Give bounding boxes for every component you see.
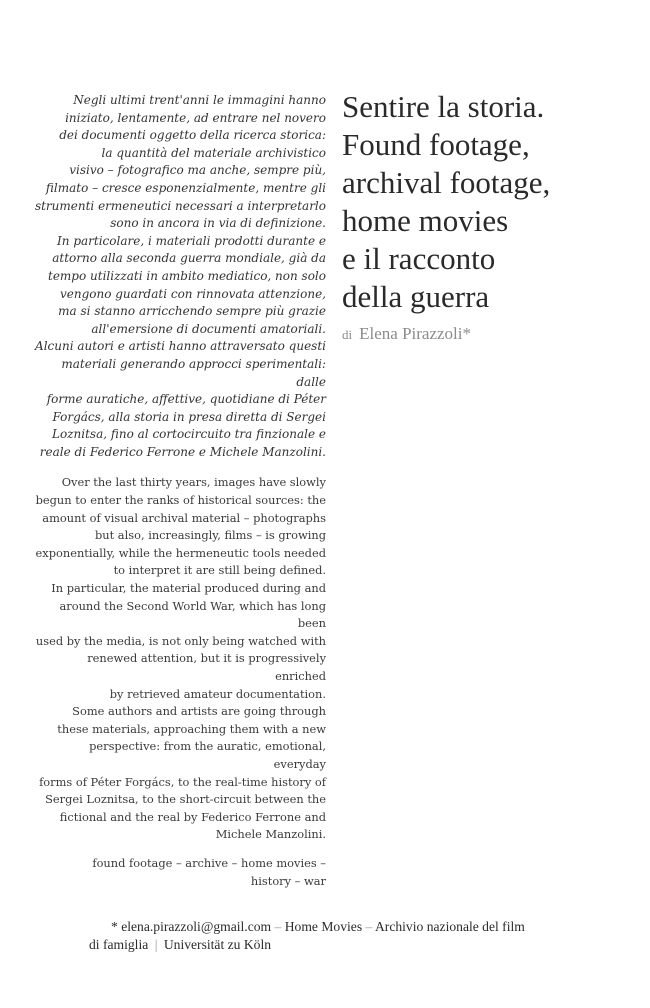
abstract-it-line: visivo – fotografico ma anche, sempre più, bbox=[69, 163, 326, 178]
abstract-it-line: Alcuni autori e artisti hanno attraversato questi bbox=[35, 339, 326, 354]
footnote-line-2 bbox=[89, 936, 609, 954]
keywords-line: history – war bbox=[250, 873, 326, 888]
title-line: Sentire la storia. bbox=[342, 89, 545, 124]
abstract-it-line: forme auratiche, affettive, quotidiane di Péter bbox=[46, 392, 326, 407]
title-line: home movies bbox=[342, 203, 509, 238]
abstract-en-line: around the Second World War, which has long been bbox=[59, 598, 326, 631]
abstract-column bbox=[34, 92, 326, 890]
abstract-en-line: but also, increasingly, films – is growing bbox=[94, 528, 326, 543]
affiliation-archive-cont: di famiglia bbox=[89, 937, 149, 952]
abstract-en-line: Sergei Loznitsa, to the short-circuit between the bbox=[45, 792, 326, 807]
abstract-en-line: begun to enter the ranks of historical sources: the bbox=[35, 493, 326, 508]
abstract-it-line: all'emersione di documenti amatoriali. bbox=[91, 321, 326, 336]
abstract-en-line: Some authors and artists are going through bbox=[72, 704, 326, 719]
abstract-it-line: Negli ultimi trent'anni le immagini hanno bbox=[73, 93, 326, 107]
abstract-en-line: forms of Péter Forgács, to the real-time history of bbox=[39, 774, 326, 789]
abstract-en-line: fictional and the real by Federico Ferrone and bbox=[59, 809, 326, 824]
abstract-it-line: In particolare, i materiali prodotti durante e bbox=[57, 233, 326, 248]
author-name: Elena Pirazzoli* bbox=[359, 324, 471, 343]
title-line: e il racconto bbox=[342, 241, 496, 276]
abstract-italian bbox=[34, 92, 326, 461]
byline-prefix: di bbox=[342, 327, 353, 342]
abstract-english bbox=[34, 474, 326, 843]
footnote-dash: – bbox=[365, 919, 373, 934]
byline bbox=[342, 324, 642, 344]
affiliation-home-movies: Home Movies bbox=[284, 919, 363, 934]
title-line: della guerra bbox=[342, 279, 490, 314]
abstract-it-line: sono in ancora in via di definizione. bbox=[110, 216, 326, 231]
footnote-separator: | bbox=[154, 937, 158, 952]
author-footnote bbox=[89, 918, 609, 954]
abstract-it-line: vengono guardati con rinnovata attenzione, bbox=[59, 286, 326, 301]
abstract-it-line: attorno alla seconda guerra mondiale, già da bbox=[52, 251, 326, 266]
abstract-it-line: tempo utilizzati in ambito mediatico, non solo bbox=[48, 268, 326, 283]
abstract-it-line: strumenti ermeneutici necessari a interpretarlo bbox=[34, 198, 326, 213]
abstract-it-line: iniziato, lentamente, ad entrare nel novero bbox=[65, 110, 326, 125]
abstract-it-line: Loznitsa, fino al cortocircuito tra finzionale e bbox=[52, 427, 326, 442]
abstract-it-line: ma si stanno arricchendo sempre più grazie bbox=[58, 304, 326, 319]
abstract-en-line: perspective: from the auratic, emotional, everyday bbox=[89, 739, 326, 771]
abstract-it-line: Forgács, alla storia in presa diretta di Sergei bbox=[52, 409, 326, 424]
abstract-en-line: amount of visual archival material – photographs bbox=[42, 510, 326, 525]
abstract-it-line: materiali generando approcci sperimentali: dalle bbox=[61, 356, 326, 389]
abstract-en-line: In particular, the material produced during and bbox=[51, 581, 326, 596]
title-line: archival footage, bbox=[342, 165, 551, 200]
abstract-en-line: renewed attention, but it is progressively enriched bbox=[87, 651, 326, 683]
keywords bbox=[34, 855, 326, 890]
abstract-it-line: dei documenti oggetto della ricerca storica: bbox=[59, 128, 326, 143]
abstract-en-line: Over the last thirty years, images have slowly bbox=[61, 475, 326, 490]
footnote-line-1 bbox=[89, 918, 609, 936]
abstract-it-line: filmato – cresce esponenzialmente, mentre gli bbox=[45, 180, 326, 195]
abstract-it-line: reale di Federico Ferrone e Michele Manzolini. bbox=[39, 444, 326, 459]
article-title bbox=[342, 88, 642, 316]
author-email: * elena.pirazzoli@gmail.com bbox=[111, 919, 272, 934]
abstract-en-line: to interpret it are still being defined. bbox=[113, 563, 326, 578]
affiliation-archive: Archivio nazionale del film bbox=[374, 919, 525, 934]
footnote-dash: – bbox=[274, 919, 282, 934]
affiliation-university: Universität zu Köln bbox=[163, 937, 272, 952]
abstract-en-line: exponentially, while the hermeneutic tools needed bbox=[35, 545, 326, 560]
abstract-it-line: la quantità del materiale archivistico bbox=[101, 145, 326, 160]
title-block bbox=[342, 88, 642, 344]
abstract-en-line: by retrieved amateur documentation. bbox=[109, 686, 326, 701]
abstract-en-line: these materials, approaching them with a new bbox=[57, 721, 326, 736]
abstract-en-line: Michele Manzolini. bbox=[215, 827, 326, 842]
keywords-line: found footage – archive – home movies – bbox=[92, 855, 326, 870]
abstract-en-line: used by the media, is not only being watched with bbox=[35, 633, 326, 648]
title-line: Found footage, bbox=[342, 127, 530, 162]
